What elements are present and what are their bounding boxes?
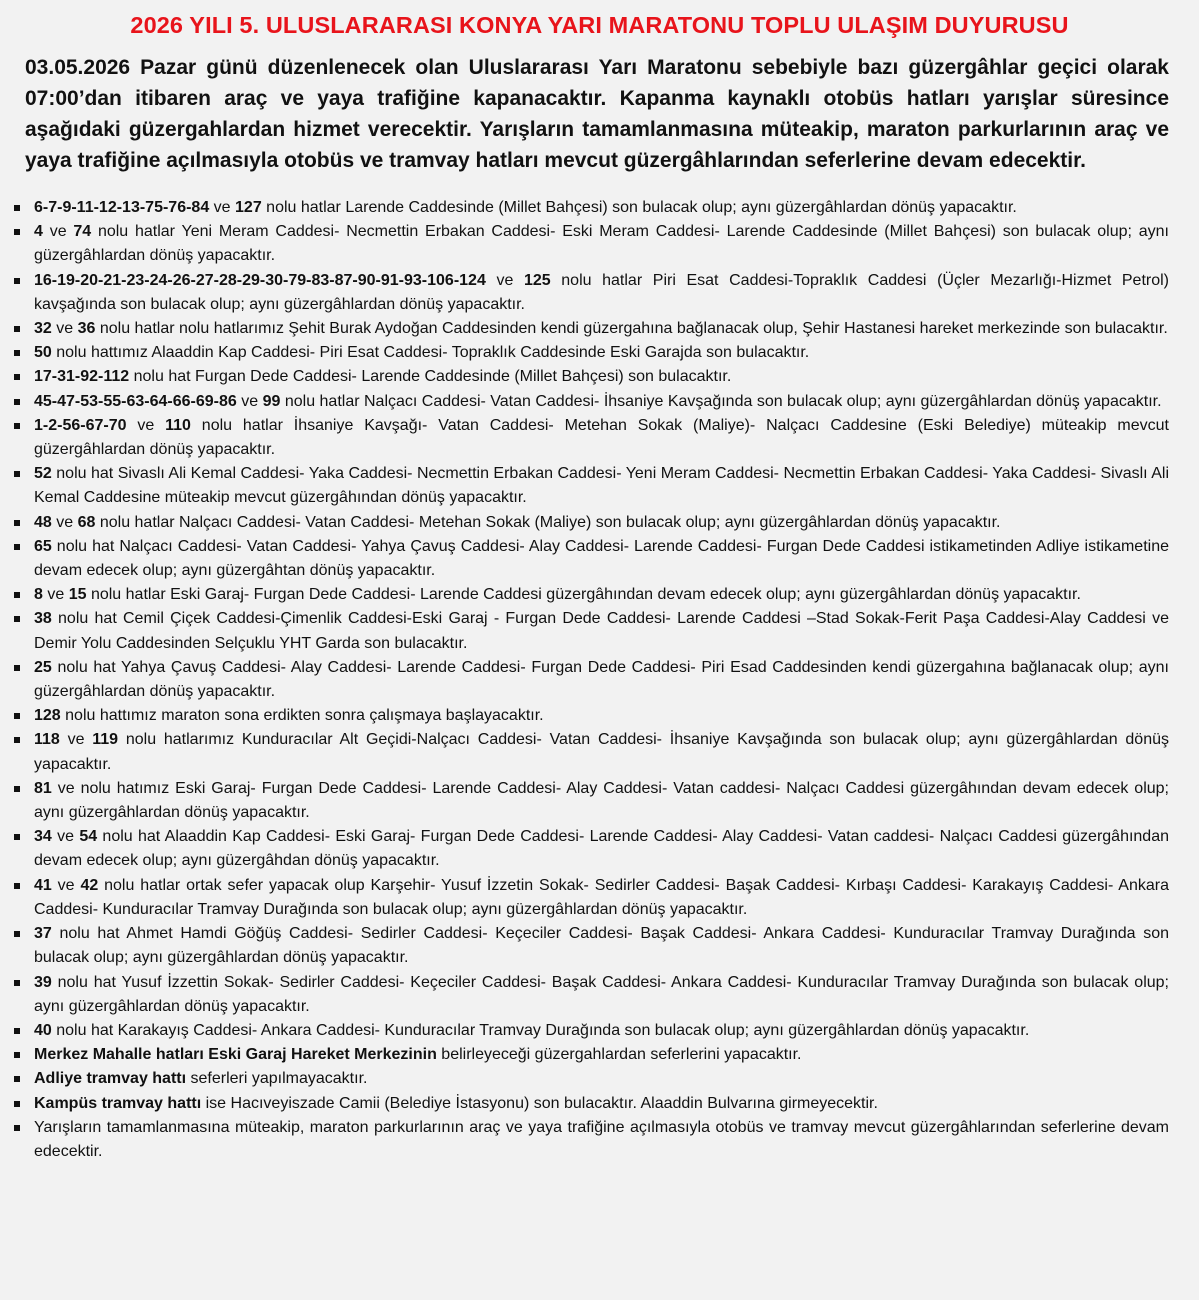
list-item (14, 269, 1169, 317)
list-item-text: ve (42, 586, 69, 604)
list-item-bold-text: 118 (34, 731, 60, 749)
list-item-bold-text: 16-19-20-21-23-24-26-27-28-29-30-79-83-87-90-91-93-106-124 (34, 271, 486, 289)
intro-paragraph: 03.05.2026 Pazar günü düzenlenecek olan Uluslararası Yarı Maratonu sebebiyle bazı güzergâhlar geçici olarak 07:00’dan itibaren araç ve yaya trafiğine kapanacaktır. Kapanma kaynaklı otobüs hatları yarışlar süresince aşağıdaki güzergahlardan hizmet verecektir. Yarışların tamamlanmasına müteakip, maraton parkurlarının araç ve yaya trafiğine açılmasıyla otobüs ve tramvay hatları mevcut güzergâhlarından seferlerine devam edecektir. (25, 56, 1169, 172)
list-item (14, 777, 1169, 825)
square-bullet-icon (14, 205, 20, 211)
square-bullet-icon (14, 713, 20, 719)
list-item-text: seferleri yapılmayacaktır. (186, 1070, 368, 1088)
list-item-bold-text: 42 (80, 876, 99, 894)
list-item-text: nolu hat Cemil Çiçek Caddesi-Çimenlik Caddesi-Eski Garaj - Furgan Dede Caddesi- Larende Caddesi –Stad Sokak-Ferit Paşa Caddesi-Alay Caddesi ve Demir Yolu Caddesinden Selçuklu YHT Garda son bulacaktır. (34, 610, 1169, 652)
list-item-text: ve (51, 828, 80, 846)
square-bullet-icon (14, 1076, 20, 1082)
list-item (14, 414, 1169, 462)
list-item-text: ve (51, 876, 81, 894)
list-item-bold-text: 6-7-9-11-12-13-75-76-84 (34, 199, 210, 216)
list-item-bold-text: 15 (68, 586, 87, 604)
list-item-bold-text: 37 (34, 925, 52, 943)
square-bullet-icon (14, 665, 20, 671)
list-item-text: nolu hat Yahya Çavuş Caddesi- Alay Caddesi- Larende Caddesi- Furgan Dede Caddesi- Piri Esad Caddesinden kendi güzergahına bağlanacak olup; aynı güzergâhlardan dönüş yapacaktır. (34, 658, 1169, 701)
list-item (14, 341, 1169, 365)
list-item-bold-text: 110 (165, 416, 191, 434)
list-item (14, 317, 1169, 341)
list-item-text: ve (51, 320, 78, 338)
list-item (14, 1067, 1169, 1091)
square-bullet-icon (14, 1101, 20, 1107)
square-bullet-icon (14, 616, 20, 622)
list-item-bold-text: 17-31-92-112 (34, 368, 130, 386)
list-item-bold-text: 36 (77, 320, 96, 338)
list-item-text: Yarışların tamamlanmasına müteakip, maraton parkurlarının araç ve yaya trafiğine açılmasıyla otobüs ve tramvay mevcut güzergâhlarından seferlerine devam edecektir. (34, 1118, 1169, 1160)
list-item-text: nolu hat Karakayış Caddesi- Ankara Caddesi- Kunduracılar Tramvay Durağında son bulacak olup; aynı güzergâhlardan dönüş yapacaktır. (51, 1021, 1030, 1039)
list-item-text: nolu hat Alaaddin Kap Caddesi- Eski Garaj- Furgan Dede Caddesi- Larende Caddesi- Alay Caddesi- Vatan caddesi- Nalçacı Caddesi güzergâhından devam edecek olup; aynı güzergâhdan dönüş yapacaktır. (34, 828, 1170, 870)
list-item (14, 656, 1169, 704)
list-item-text: ve (209, 199, 236, 216)
list-item (14, 196, 1169, 220)
square-bullet-icon (14, 544, 20, 550)
square-bullet-icon (14, 399, 20, 405)
list-item-text: nolu hatlar ortak sefer yapacak olup Karşehir- Yusuf İzzetin Sokak- Sedirler Caddesi- Başak Caddesi- Kırbaşı Caddesi- Karakayış Caddesi- Ankara Caddesi- Kunduracılar Tramvay Durağında son bulacak olup; aynı güzergâhlardan dönüş yapacaktır. (34, 876, 1169, 918)
list-item (14, 1116, 1169, 1164)
list-item-bold-text: 8 (34, 586, 43, 604)
list-item-text: nolu hatlar Piri Esat Caddesi-Topraklık Caddesi (Üçler Mezarlığı-Hizmet Petrol) kavşağında son bulacak olup; aynı güzergâhlardan dönüş yapacaktır. (34, 271, 1170, 313)
list-item (14, 704, 1169, 728)
list-item-bold-text: 65 (34, 537, 52, 555)
square-bullet-icon (14, 834, 20, 840)
list-item-bold-text: 25 (34, 658, 52, 676)
square-bullet-icon (14, 326, 20, 332)
list-item-text: ve (485, 271, 524, 289)
list-item-bold-text: 41 (34, 876, 52, 894)
square-bullet-icon (14, 423, 20, 429)
square-bullet-icon (14, 980, 20, 986)
list-item-text: ve (51, 513, 78, 531)
list-item-text: nolu hat Nalçacı Caddesi- Vatan Caddesi- Yahya Çavuş Caddesi- Alay Caddesi- Larende Caddesi- Furgan Dede Caddesi istikametinden Adliye istikametine devam edecek olup; aynı güzergâhtan dönüş yapacaktır. (34, 537, 1169, 580)
list-item-bold-text: 127 (235, 199, 262, 216)
square-bullet-icon (14, 278, 20, 284)
list-item-bold-text: 4 (34, 223, 43, 241)
list-item-bold-text: Adliye tramvay hattı (34, 1070, 187, 1088)
list-item-text: nolu hatlar İhsaniye Kavşağı- Vatan Caddesi- Metehan Sokak (Maliye)- Nalçacı Caddesine (Eski Belediye) müteakip mevcut güzergâhlardan dönüş yapacaktır. (34, 416, 1169, 459)
list-item-bold-text: 40 (34, 1021, 52, 1039)
square-bullet-icon (14, 350, 20, 356)
list-item-bold-text: 52 (34, 465, 52, 483)
list-item-text: nolu hatlarımız Kunduracılar Alt Geçidi-Nalçacı Caddesi- Vatan Caddesi- İhsaniye Kavşağında son bulacak olup; aynı güzergâhlardan dönüş yapacaktır. (34, 731, 1169, 773)
list-item-text: ise Hacıveyiszade Camii (Belediye İstasyonu) son bulacaktır. Alaaddin Bulvarına girmeyecektir. (201, 1094, 878, 1112)
list-item-bold-text: 81 (34, 779, 52, 797)
square-bullet-icon (14, 374, 20, 380)
list-item-bold-text: 99 (262, 392, 281, 410)
list-item-bold-text: 125 (523, 271, 551, 289)
list-item-text: nolu hat Ahmet Hamdi Göğüş Caddesi- Sedirler Caddesi- Keçeciler Caddesi- Başak Caddesi- Ankara Caddesi- Kunduracılar Tramvay Durağında son bulacak olup; aynı güzergâhlardan dönüş yapacaktır. (34, 925, 1169, 967)
list-item-bold-text: Kampüs tramvay hattı (34, 1094, 202, 1112)
list-item (14, 462, 1169, 510)
list-item-bold-text: 38 (34, 610, 52, 628)
list-item-text: nolu hatlar Yeni Meram Caddesi- Necmettin Erbakan Caddesi- Eski Meram Caddesi- Larende Caddesinde (Millet Bahçesi) son bulacak olup; aynı güzergâhlardan dönüş yapacaktır. (34, 223, 1169, 265)
square-bullet-icon (14, 786, 20, 792)
list-item-text: nolu hat Yusuf İzzettin Sokak- Sedirler Caddesi- Keçeciler Caddesi- Başak Caddesi- Ankara Caddesi- Kunduracılar Tramvay Durağında son bulacak olup; aynı güzergâhlardan dönüş yapacaktır. (34, 973, 1169, 1015)
list-item-text: nolu hatlar Nalçacı Caddesi- Vatan Caddesi- İhsaniye Kavşağında son bulacak olup; aynı güzergâhlardan dönüş yapacaktır. (280, 392, 1162, 410)
list-item-text: belirleyeceği güzergahlardan seferlerini yapacaktır. (436, 1046, 802, 1064)
list-item (14, 365, 1169, 389)
page-title: 2026 YILI 5. ULUSLARARASI KONYA YARI MARATONU TOPLU ULAŞIM DUYURUSU (130, 12, 1069, 38)
list-item-text: ve (236, 392, 263, 410)
list-item-bold-text: 34 (34, 828, 52, 846)
list-item-bold-text: 48 (34, 513, 52, 531)
list-item-text: nolu hat Furgan Dede Caddesi- Larende Caddesinde (Millet Bahçesi) son bulacaktır. (129, 368, 732, 386)
list-item (14, 971, 1169, 1019)
list-item (14, 390, 1169, 414)
square-bullet-icon (14, 1052, 20, 1058)
list-item (14, 607, 1169, 655)
list-item (14, 1019, 1169, 1043)
list-item (14, 220, 1169, 268)
square-bullet-icon (14, 592, 20, 598)
square-bullet-icon (14, 737, 20, 743)
list-item (14, 1043, 1169, 1067)
list-item (14, 583, 1169, 607)
square-bullet-icon (14, 471, 20, 477)
list-item (14, 728, 1169, 776)
list-item-bold-text: Merkez Mahalle hatları Eski Garaj Hareket Merkezinin (34, 1046, 437, 1064)
list-item (14, 511, 1169, 535)
square-bullet-icon (14, 883, 20, 889)
list-item-text: ve nolu hatımız Eski Garaj- Furgan Dede Caddesi- Larende Caddesi- Alay Caddesi- Vatan caddesi- Nalçacı Caddesi güzergâhından devam edecek olup; aynı güzergâhlardan dönüş yapacaktır. (34, 779, 1169, 822)
square-bullet-icon (14, 1125, 20, 1131)
list-item-bold-text: 45-47-53-55-63-64-66-69-86 (34, 392, 237, 410)
list-item (14, 922, 1169, 970)
list-item (14, 535, 1169, 583)
list-item-text: ve (42, 223, 74, 241)
list-item-bold-text: 74 (73, 223, 92, 241)
list-item-text: nolu hatlar Nalçacı Caddesi- Vatan Caddesi- Metehan Sokak (Maliye) son bulacak olup; aynı güzergâhlardan dönüş yapacaktır. (95, 513, 1001, 531)
list-item (14, 1092, 1169, 1116)
list-item-text: nolu hatlar Larende Caddesinde (Millet Bahçesi) son bulacak olup; aynı güzergâhlardan dönüş yapacaktır. (261, 199, 1017, 216)
list-item-bold-text: 119 (92, 731, 119, 749)
square-bullet-icon (14, 520, 20, 526)
list-item-bold-text: 68 (77, 513, 96, 531)
square-bullet-icon (14, 931, 20, 937)
list-item-bold-text: 50 (34, 344, 52, 362)
list-item-text: nolu hattımız Alaaddin Kap Caddesi- Piri Esat Caddesi- Topraklık Caddesinde Eski Garajda son bulacaktır. (51, 344, 810, 362)
square-bullet-icon (14, 1028, 20, 1034)
list-item (14, 874, 1169, 922)
route-list (14, 196, 1169, 1164)
list-item-text: nolu hat Sivaslı Ali Kemal Caddesi- Yaka Caddesi- Necmettin Erbakan Caddesi- Yeni Meram Caddesi- Necmettin Erbakan Caddesi- Yaka Caddesi- Sivaslı Ali Kemal Caddesine müteakip mevcut güzergâhından dönüş yapacaktır. (34, 465, 1169, 507)
list-item-text: nolu hatlar Eski Garaj- Furgan Dede Caddesi- Larende Caddesi güzergâhından devam edecek olup; aynı güzergâhlardan dönüş yapacaktır. (86, 586, 1081, 604)
list-item-bold-text: 128 (34, 707, 61, 725)
list-item-text: nolu hatlar nolu hatlarımız Şehit Burak Aydoğan Caddesinden kendi güzergahına bağlanacak olup, Şehir Hastanesi hareket merkezinde son bulacaktır. (95, 320, 1168, 338)
list-item-bold-text: 1-2-56-67-70 (34, 416, 127, 434)
list-item-text: ve (59, 731, 93, 749)
list-item-bold-text: 39 (34, 973, 52, 991)
list-item (14, 825, 1169, 873)
list-item-text: ve (126, 416, 166, 434)
square-bullet-icon (14, 229, 20, 235)
list-item-text: nolu hattımız maraton sona erdikten sonra çalışmaya başlayacaktır. (60, 707, 544, 725)
list-item-bold-text: 32 (34, 320, 52, 338)
list-item-bold-text: 54 (79, 828, 98, 846)
